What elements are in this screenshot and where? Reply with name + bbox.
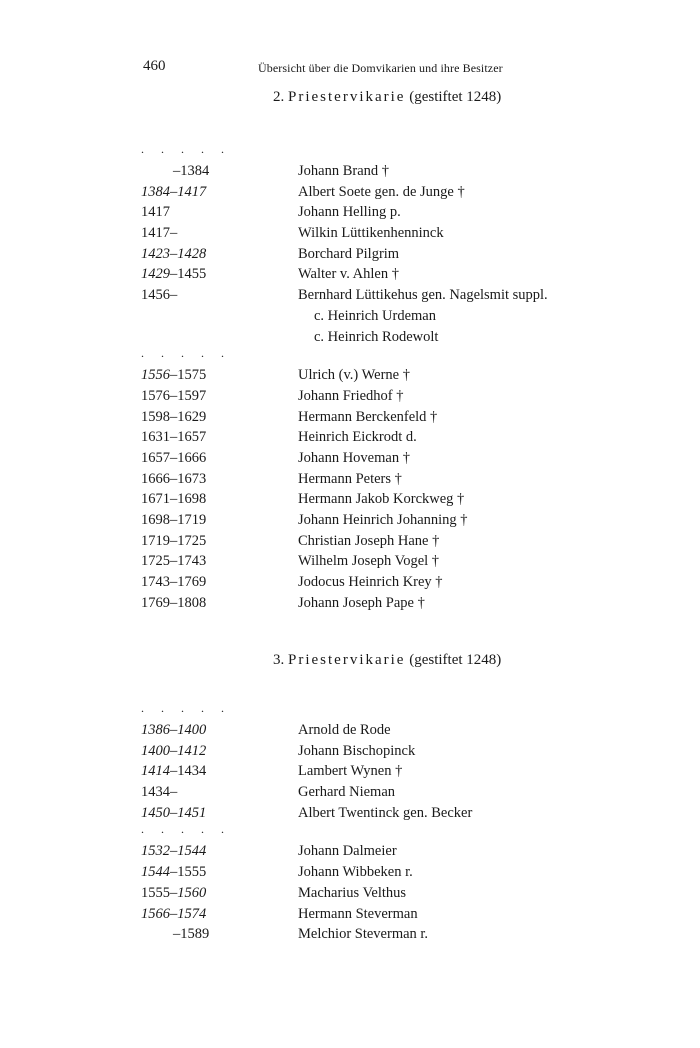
end-year: 1417 <box>177 183 207 200</box>
end-year: 1555 <box>177 864 207 881</box>
sub-entry <box>0 327 700 348</box>
start-year: 1671 <box>141 491 170 508</box>
list-item <box>0 924 700 945</box>
start-year: 1400 <box>141 742 170 759</box>
list-item <box>0 904 700 925</box>
end-year: 1769 <box>177 574 207 591</box>
entry-dates <box>141 469 206 490</box>
end-year: 1400 <box>177 722 207 738</box>
list-item <box>0 883 700 904</box>
holder-name: Albert Soete gen. de Junge † <box>298 183 465 200</box>
entry-dates <box>141 720 206 741</box>
end-year: 1574 <box>177 905 207 922</box>
holder-name: Johann Heinrich Johanning † <box>298 512 468 528</box>
holder-name: Hermann Steverman <box>298 905 418 922</box>
end-year: 1455 <box>177 266 207 283</box>
holder-name: Johann Bischopinck <box>298 742 416 759</box>
start-year: 1423 <box>141 245 170 262</box>
start-year: 1743 <box>141 574 170 591</box>
gap-dots: . . . . . <box>141 142 231 156</box>
entry-dates <box>141 782 177 803</box>
list-item <box>0 448 700 469</box>
end-year: 1560 <box>177 884 207 901</box>
holder-name: Johann Joseph Pape † <box>298 594 425 611</box>
start-year: 1576 <box>141 387 170 404</box>
section-number: 2. <box>273 89 285 105</box>
entry-dates <box>141 427 206 448</box>
end-year: –1384 <box>173 163 210 179</box>
end-year: 1719 <box>177 512 207 528</box>
end-year: 1666 <box>177 449 207 466</box>
list-item <box>0 741 700 762</box>
start-year: 1725 <box>141 553 170 570</box>
gap-marker <box>0 823 700 841</box>
end-year: 1743 <box>177 553 207 570</box>
list-item <box>0 365 700 386</box>
list-item <box>0 841 700 862</box>
date-separator: – <box>170 784 178 801</box>
date-separator: – <box>170 266 178 283</box>
holder-name: Christian Joseph Hane † <box>298 532 440 549</box>
date-separator: – <box>170 225 178 242</box>
holder-name: Wilhelm Joseph Vogel † <box>298 553 440 570</box>
list-item <box>0 427 700 448</box>
section-title-2 <box>273 89 501 106</box>
holder-name: Hermann Peters † <box>298 470 402 487</box>
holder-name: Lambert Wynen † <box>298 763 403 780</box>
entry-dates <box>141 223 177 244</box>
list-item <box>0 244 700 265</box>
entry-dates <box>141 531 206 552</box>
entry-dates <box>141 264 206 285</box>
entry-dates <box>141 489 206 510</box>
date-separator: – <box>170 905 178 922</box>
entry-dates <box>141 365 206 386</box>
entry-dates <box>141 510 206 531</box>
date-separator: – <box>170 843 178 860</box>
start-year: 1666 <box>141 470 170 487</box>
end-year: 1575 <box>177 367 207 384</box>
list-item <box>0 531 700 552</box>
entry-dates <box>141 904 206 925</box>
end-year: 1544 <box>177 843 207 860</box>
running-head: Übersicht über die Domvikarien und ihre Besitzer <box>258 61 503 75</box>
start-year: 1456 <box>141 287 170 304</box>
date-separator: – <box>170 553 178 570</box>
start-year: 1434 <box>141 784 170 801</box>
end-year: 1657 <box>177 429 207 446</box>
start-year: 1698 <box>141 512 170 528</box>
section-title-3 <box>273 652 501 669</box>
start-year: 1417 <box>141 204 170 221</box>
holder-name: Gerhard Nieman <box>298 784 396 801</box>
date-separator: – <box>170 245 178 262</box>
section-word: Priestervikarie <box>288 89 406 105</box>
end-year: 1673 <box>177 470 207 487</box>
entry-dates <box>141 924 209 945</box>
holder-name: Johann Dalmeier <box>298 843 397 860</box>
entry-dates <box>141 244 206 265</box>
start-year: 1450 <box>141 804 170 821</box>
end-year: 1451 <box>177 804 207 821</box>
list-item <box>0 223 700 244</box>
list-item <box>0 264 700 285</box>
holder-name: Ulrich (v.) Werne † <box>298 367 410 384</box>
date-separator: – <box>170 574 178 591</box>
holder-name: Jodocus Heinrich Krey † <box>298 574 443 591</box>
date-separator: – <box>170 594 178 611</box>
start-year: 1429 <box>141 266 170 283</box>
page-number: 460 <box>143 58 166 74</box>
date-separator: – <box>170 429 178 446</box>
start-year: 1556 <box>141 367 170 384</box>
list-item <box>0 161 700 182</box>
date-separator: – <box>170 512 178 528</box>
start-year: 1598 <box>141 408 170 425</box>
start-year: 1532 <box>141 843 170 860</box>
start-year: 1555 <box>141 884 170 901</box>
date-separator: – <box>170 491 178 508</box>
holder-name: Hermann Berckenfeld † <box>298 408 438 425</box>
list-item <box>0 510 700 531</box>
list-item <box>0 593 700 614</box>
list-item <box>0 407 700 428</box>
date-separator: – <box>170 183 178 200</box>
list-item <box>0 386 700 407</box>
entry-dates <box>141 386 206 407</box>
gap-marker <box>0 143 700 161</box>
start-year: 1417 <box>141 225 170 242</box>
end-year: 1428 <box>177 245 207 262</box>
entries-section-2 <box>0 143 700 613</box>
date-separator: – <box>170 408 178 425</box>
holder-name: Johann Hoveman † <box>298 449 410 466</box>
entries-section-3 <box>0 702 700 945</box>
end-year: 1412 <box>177 742 207 759</box>
section-note: (gestiftet 1248) <box>409 89 502 105</box>
end-year: 1629 <box>177 408 207 425</box>
holder-name: Bernhard Lüttikehus gen. Nagelsmit suppl. <box>298 287 548 304</box>
list-item <box>0 551 700 572</box>
start-year: 1384 <box>141 183 170 200</box>
entry-dates <box>141 551 206 572</box>
gap-dots: . . . . . <box>141 346 231 361</box>
entry-dates <box>141 448 206 469</box>
date-separator: – <box>170 470 178 487</box>
start-year: 1386 <box>141 722 170 738</box>
entry-dates <box>141 841 206 862</box>
start-year: 1414 <box>141 763 170 780</box>
end-year: –1589 <box>173 926 210 943</box>
entry-dates <box>141 407 206 428</box>
list-item <box>0 489 700 510</box>
date-separator: – <box>170 532 178 549</box>
holder-name: Wilkin Lüttikenhenninck <box>298 225 444 242</box>
entry-dates <box>141 202 170 223</box>
date-separator: – <box>170 884 178 901</box>
date-separator: – <box>170 763 178 780</box>
gap-marker <box>0 702 700 720</box>
start-year: 1631 <box>141 429 170 446</box>
holder-name: Hermann Jakob Korckweg † <box>298 491 465 508</box>
entry-dates <box>141 761 206 782</box>
start-year: 1566 <box>141 905 170 922</box>
start-year: 1657 <box>141 449 170 466</box>
entry-dates <box>141 572 206 593</box>
entry-dates <box>141 862 206 883</box>
holder-name: Borchard Pilgrim <box>298 245 400 262</box>
holder-name: Macharius Velthus <box>298 884 407 901</box>
entry-dates <box>141 593 206 614</box>
date-separator: – <box>170 864 178 881</box>
holder-name: Johann Friedhof † <box>298 387 404 404</box>
holder-name: Heinrich Eickrodt d. <box>298 429 417 446</box>
end-year: 1725 <box>177 532 207 549</box>
date-separator: – <box>170 804 178 821</box>
start-year: 1719 <box>141 532 170 549</box>
section-word: Priestervikarie <box>288 652 406 668</box>
gap-dots: . . . . . <box>141 701 231 715</box>
holder-name: c. Heinrich Urdeman <box>314 307 436 324</box>
entry-dates <box>141 741 206 762</box>
holder-name: Johann Brand † <box>298 163 390 179</box>
start-year: 1769 <box>141 594 170 611</box>
date-separator: – <box>170 387 178 404</box>
date-separator: – <box>170 287 178 304</box>
sub-entry <box>0 306 700 327</box>
date-separator: – <box>170 367 178 384</box>
entry-dates <box>141 161 209 182</box>
gap-marker <box>0 347 700 365</box>
gap-dots: . . . . . <box>141 822 231 837</box>
list-item <box>0 285 700 306</box>
holder-name: Melchior Steverman r. <box>298 926 429 943</box>
holder-name: Walter v. Ahlen † <box>298 266 399 283</box>
start-year: 1544 <box>141 864 170 881</box>
list-item <box>0 572 700 593</box>
list-item <box>0 469 700 490</box>
date-separator: – <box>170 742 178 759</box>
entry-dates <box>141 883 206 904</box>
list-item <box>0 862 700 883</box>
list-item <box>0 720 700 741</box>
list-item <box>0 803 700 824</box>
entry-dates <box>141 182 206 203</box>
end-year: 1434 <box>177 763 207 780</box>
end-year: 1808 <box>177 594 207 611</box>
holder-name: Johann Wibbeken r. <box>298 864 413 881</box>
section-number: 3. <box>273 652 285 668</box>
entry-dates <box>141 803 206 824</box>
entry-dates <box>141 285 177 306</box>
list-item <box>0 761 700 782</box>
end-year: 1597 <box>177 387 207 404</box>
holder-name: Albert Twentinck gen. Becker <box>298 804 473 821</box>
list-item <box>0 202 700 223</box>
date-separator: – <box>170 722 178 738</box>
list-item <box>0 182 700 203</box>
section-note: (gestiftet 1248) <box>409 652 502 668</box>
holder-name: Arnold de Rode <box>298 722 391 738</box>
holder-name: c. Heinrich Rodewolt <box>314 328 439 345</box>
holder-name: Johann Helling p. <box>298 204 401 221</box>
end-year: 1698 <box>177 491 207 508</box>
date-separator: – <box>170 449 178 466</box>
list-item <box>0 782 700 803</box>
